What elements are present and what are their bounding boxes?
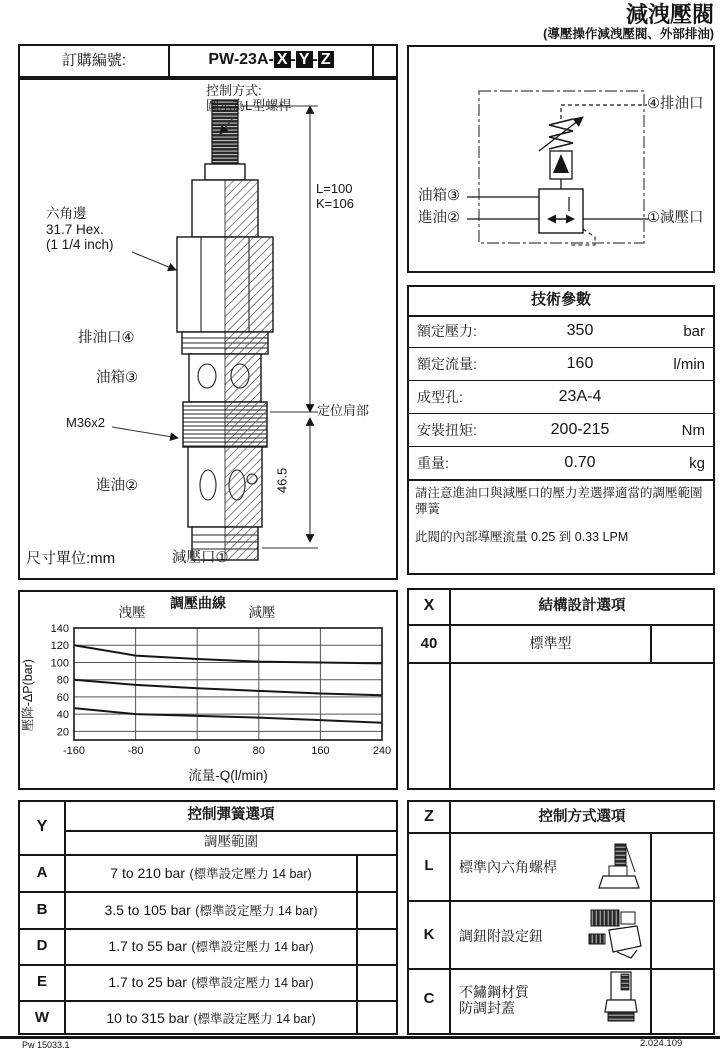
- spring-note: (標準設定壓力 14 bar): [191, 976, 314, 990]
- dash: -: [312, 51, 318, 68]
- tech-label: 安裝扭矩:: [417, 422, 477, 438]
- svg-text:-80: -80: [127, 745, 144, 757]
- page-title: 減洩壓閥: [625, 2, 714, 27]
- tech-note-1: 請注意進油口與減壓口的壓力差選擇適當的調壓範圍彈簧: [415, 486, 703, 517]
- order-code-prefix: PW-23A-: [208, 51, 274, 68]
- tech-params-table: [407, 285, 715, 575]
- spring-note: (標準設定壓力 14 bar): [189, 867, 312, 881]
- svg-text:80: 80: [252, 745, 265, 757]
- svg-text:140: 140: [50, 623, 69, 635]
- svg-text:20: 20: [56, 726, 69, 739]
- y-table-code: Y: [36, 818, 48, 835]
- y-row-code: W: [34, 1009, 50, 1026]
- y-row-code: B: [36, 901, 48, 918]
- schematic-drain-label: ④排油口: [647, 96, 704, 112]
- y-row-range: [66, 974, 356, 992]
- z-table-code: Z: [424, 808, 434, 825]
- order-label: 訂購編號:: [61, 52, 127, 69]
- z-table-title: 控制方式選項: [538, 809, 626, 825]
- tech-row-cavity: [409, 381, 713, 413]
- y-row-range: [66, 938, 356, 956]
- hex-screw-icon: [595, 842, 643, 894]
- spring-note: (標準設定壓力 14 bar): [193, 1012, 316, 1026]
- tech-label: 成型孔:: [417, 389, 463, 405]
- spring-note: (標準設定壓力 14 bar): [191, 940, 314, 954]
- dim-l-label: L=100: [316, 181, 353, 196]
- svg-text:0: 0: [194, 745, 201, 757]
- knob-icon: [587, 906, 645, 964]
- page-subtitle: (導壓操作減洩壓閥、外部排油): [543, 27, 714, 41]
- inlet-port-label: 進油②: [96, 478, 138, 494]
- chart-ylabel: 壓降-ΔP(bar): [20, 659, 35, 732]
- z-row-code: K: [423, 926, 435, 943]
- chart-annotation-relief: 洩壓: [118, 605, 146, 620]
- svg-text:120: 120: [50, 640, 69, 653]
- y-row-code: A: [36, 864, 48, 881]
- tech-table-title: 技術參數: [530, 291, 591, 308]
- z-row-label2: 防調封蓋: [459, 1000, 515, 1017]
- schematic-box: [407, 45, 715, 273]
- reduced-port-label: 減壓口①: [172, 550, 229, 566]
- svg-text:60: 60: [56, 691, 69, 704]
- tech-unit: l/min: [673, 355, 705, 373]
- tech-value: 23A-4: [558, 388, 602, 405]
- shoulder-label: 定位肩部: [317, 403, 370, 418]
- tech-unit: Nm: [681, 421, 705, 439]
- schematic-inlet-label: 進油②: [418, 210, 460, 226]
- tech-row-flow: [409, 348, 713, 380]
- hex-label-line3: (1 1/4 inch): [46, 237, 114, 253]
- thread-label: M36x2: [66, 415, 106, 430]
- order-code-x: X: [274, 51, 291, 68]
- tech-row-weight: [409, 447, 713, 479]
- drain-port-label: 排油口④: [78, 330, 135, 346]
- schematic-tank-label: 油箱③: [418, 188, 460, 204]
- order-number-box: [18, 44, 398, 78]
- tamper-cap-icon: [599, 970, 643, 1032]
- svg-text:40: 40: [56, 709, 69, 722]
- z-row-code: C: [423, 990, 435, 1007]
- svg-text:-160: -160: [62, 745, 86, 757]
- z-row-label: 標準內六角螺桿: [459, 859, 557, 875]
- tech-label: 額定流量:: [417, 356, 477, 372]
- spring-range: 10 to 315 bar: [106, 1010, 189, 1026]
- y-row-range: [66, 902, 356, 920]
- spring-range: 1.7 to 25 bar: [108, 974, 187, 990]
- chart-box: [18, 590, 398, 790]
- x-row-label: 標準型: [529, 635, 572, 651]
- order-code-y: Y: [296, 51, 313, 68]
- chart-xlabel: 流量-Q(l/min): [188, 768, 268, 783]
- footer-right-code: 2.024.109: [640, 1038, 683, 1049]
- y-row-code: E: [36, 973, 47, 990]
- footer-left-code: Pw 15033.1: [22, 1040, 70, 1050]
- svg-text:160: 160: [311, 745, 330, 757]
- units-label: 尺寸單位:mm: [26, 550, 116, 567]
- tech-row-pressure: [409, 315, 713, 347]
- dim-k-label: K=106: [316, 195, 354, 211]
- y-table-subtitle: 調壓範圍: [204, 834, 258, 849]
- spring-range: 1.7 to 55 bar: [108, 938, 187, 954]
- y-row-range: [66, 865, 356, 883]
- chart-annotation-reduce: 減壓: [248, 605, 276, 620]
- tech-value: 160: [566, 355, 594, 372]
- valve-drawing-box: [18, 78, 398, 580]
- x-table-title: 結構設計選項: [538, 598, 626, 614]
- svg-text:100: 100: [50, 657, 69, 670]
- z-row-label: 不鏽鋼材質: [459, 984, 529, 1000]
- spring-range: 7 to 210 bar: [110, 865, 186, 881]
- x-options-table: [407, 588, 715, 790]
- tech-label: 額定壓力:: [417, 323, 477, 339]
- svg-text:80: 80: [56, 674, 69, 687]
- height-dim-label: 46.5: [274, 467, 290, 494]
- hydraulic-schematic-drawing: [409, 47, 713, 271]
- tech-value: 0.70: [564, 454, 596, 471]
- footer-rule: [0, 1036, 720, 1039]
- z-row-label: 調鈕附設定鈕: [459, 928, 543, 944]
- order-code-z: Z: [318, 51, 334, 68]
- schematic-reduced-label: ①減壓口: [647, 210, 704, 226]
- chart-title: 調壓曲線: [170, 595, 226, 611]
- tank-port-label: 油箱③: [96, 370, 138, 386]
- tech-value: 200-215: [550, 421, 610, 438]
- order-code: [170, 51, 372, 69]
- control-note-line1: 控制方式:: [206, 83, 262, 98]
- y-row-range: [66, 1010, 356, 1028]
- hex-label-line1: 六角邊: [46, 206, 87, 221]
- valve-cross-section-drawing: [20, 80, 396, 578]
- x-row-code: 40: [420, 635, 438, 652]
- x-table-code: X: [423, 597, 435, 614]
- tech-unit: kg: [689, 454, 705, 472]
- svg-text:240: 240: [372, 745, 392, 757]
- tech-note-2: 此閥的內部導壓流量 0.25 到 0.33 LPM: [415, 530, 629, 544]
- y-table-title: 控制彈簧選項: [187, 807, 275, 823]
- pressure-flow-chart: [24, 622, 392, 770]
- z-options-table: [407, 800, 715, 1035]
- control-note-line2: 圖示為L型螺桿: [206, 97, 292, 113]
- z-row-code: L: [424, 857, 434, 874]
- spring-range: 3.5 to 105 bar: [104, 902, 191, 918]
- dash: -: [290, 51, 296, 68]
- y-options-table: [18, 800, 398, 1035]
- tech-value: 350: [566, 322, 594, 339]
- y-row-code: D: [36, 937, 48, 954]
- tech-label: 重量:: [417, 455, 449, 471]
- spring-note: (標準設定壓力 14 bar): [195, 904, 318, 918]
- tech-row-torque: [409, 414, 713, 446]
- tech-unit: bar: [683, 322, 705, 340]
- hex-label-line2: 31.7 Hex.: [46, 221, 104, 237]
